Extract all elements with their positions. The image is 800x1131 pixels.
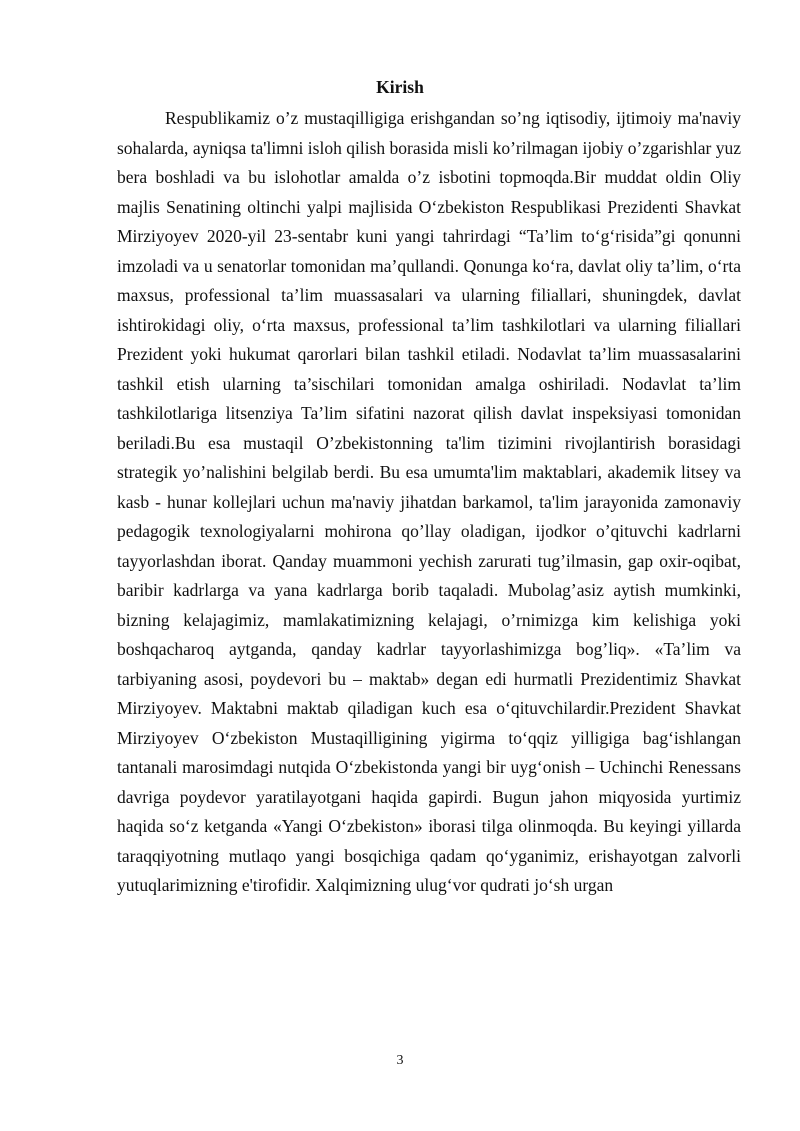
body-paragraph: Respublikamiz o’z mustaqilligiga erishgandan so’ng iqtisodiy, ijtimoiy ma'naviy sohalarda, ayniqsa ta'limni isloh qilish borasida misli ko’rilmagan ijobiy o’zgarishlar yuz bera boshladi va bu islohotlar amalda o’z isbotini topmoqda.Bir muddat oldin Oliy majlis Senatining oltinchi yalpi majlisida O‘zbekiston Respublikasi Prezidenti Shavkat Mirziyoyev 2020-yil 23-sentabr kuni yangi tahrirdagi “Ta’lim to‘g‘risida”gi qonunni imzoladi va u senatorlar tomonidan ma’qullandi. Qonunga ko‘ra, davlat oliy ta’lim, o‘rta maxsus, professional ta’lim muassasalari va ularning filiallari, shuningdek, davlat ishtirokidagi oliy, o‘rta maxsus, professional ta’lim tashkilotlari va ularning filiallari Prezident yoki hukumat qarorlari bilan tashkil etiladi. Nodavlat ta’lim muassasalarini tashkil etish ularning ta’sischilari tomonidan amalga oshiriladi. Nodavlat ta’lim tashkilotlariga litsenziya Ta’lim sifatini nazorat qilish davlat inspeksiyasi tomonidan beriladi.Bu esa mustaqil O’zbekistonning ta'lim tizimini rivojlantirish borasidagi strategik yo’nalishini belgilab berdi. Bu esa umumta'lim maktablari, akademik litsey va kasb - hunar kollejlari uchun ma'naviy jihatdan barkamol, ta'lim jarayonida zamonaviy pedagogik texnologiyalarni mohirona qo’llay oladigan, ijodkor o’qituvchi kadrlarni tayyorlashdan iborat. Qanday muammoni yechish zarurati tug’ilmasin, gap oxir-oqibat, baribir kadrlarga va yana kadrlarga borib taqaladi. Mubolag’asiz aytish mumkinki, bizning kelajagimiz, mamlakatimizning kelajagi, o’rnimizga kim kelishiga yoki boshqacharoq aytganda, qanday kadrlar tayyorlashimizga bog’liq». «Ta’lim va tarbiyaning asosi, poydevori bu – maktab» degan edi hurmatli Prezidentimiz Shavkat Mirziyoyev. Maktabni maktab qiladigan kuch esa o‘qituvchilardir.Prezident Shavkat Mirziyoyev O‘zbekiston Mustaqilligining yigirma to‘qqiz yilligiga bag‘ishlangan tantanali marosimdagi nutqida O‘zbekistonda yangi bir uyg‘onish – Uchinchi Renessans davriga poydevor yaratilayotgani haqida gapirdi. Bugun jahon miqyosida yurtimiz haqida so‘z ketganda «Yangi O‘zbekiston» iborasi tilga olinmoqda. Bu keyingi yillarda taraqqiyotning mutlaqo yangi bosqichiga qadam qo‘yganimiz, erishayotgan zalvorli yutuqlarimizning e'tirofidir. Xalqimizning ulug‘vor qudrati jo‘sh urgan	[117, 108, 741, 895]
page-number: 3	[396, 1053, 404, 1068]
section-title: Kirish	[376, 77, 424, 97]
